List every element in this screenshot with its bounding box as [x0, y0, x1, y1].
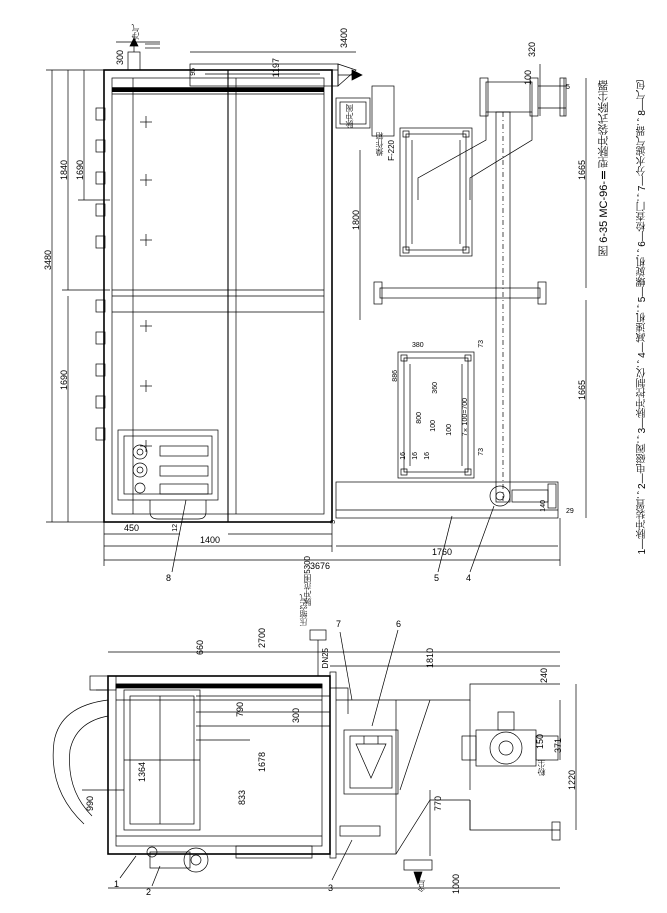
dim-3400: 3400 — [339, 28, 349, 49]
dim-886: 886 — [392, 370, 399, 382]
dim-73-lower: 73 — [478, 448, 485, 456]
label-clean-air: 净气 — [131, 24, 140, 40]
dim-1197: 1197 — [271, 58, 281, 78]
dim-371: 371 — [553, 738, 563, 754]
leader-3: 3 — [328, 883, 334, 893]
dim-660: 660 — [195, 640, 205, 656]
dim-770: 770 — [433, 796, 443, 812]
dim-150: 150 — [535, 734, 545, 750]
dim-1800: 1800 — [351, 210, 361, 231]
dim-73-right: 73 — [478, 340, 485, 348]
dim-1665-upper: 1665 — [577, 160, 587, 181]
dim-790: 790 — [235, 702, 245, 718]
label-control-model: F-220 — [387, 140, 396, 161]
dim-3480: 3480 — [43, 250, 53, 271]
dim-7x100: 7×100=700 — [462, 398, 469, 437]
leader-1: 1 — [114, 879, 120, 889]
dim-320: 320 — [527, 42, 537, 58]
dim-16-b: 16 — [412, 452, 419, 460]
dim-833: 833 — [237, 790, 247, 806]
leader-4: 4 — [466, 573, 472, 583]
dim-100-b: 100 — [446, 424, 453, 436]
dim-1690-upper: 1690 — [75, 160, 85, 181]
dim-300: 300 — [115, 50, 125, 66]
dim-5-top: 5 — [566, 84, 570, 91]
dim-12: 12 — [172, 524, 179, 532]
leader-6: 6 — [396, 619, 402, 629]
dim-360: 360 — [432, 382, 439, 394]
leader-5: 5 — [434, 573, 440, 583]
figure-legend: 1—脉冲装置；2—电磁阀；3—脉冲控制仪；4—减速机；5—螺旋机；6—检查门；7—分水滤气器；8—气包 — [637, 80, 648, 555]
dim-16-c: 16 — [424, 452, 431, 460]
dim-380: 380 — [412, 342, 424, 349]
dim-16-a: 16 — [400, 452, 407, 460]
figure-caption: 图 6-35 MC-96-Ⅱ型脉冲袋式除尘器 — [598, 80, 610, 257]
label-control-box: 操作箱 — [375, 132, 384, 156]
dim-29: 29 — [566, 508, 574, 515]
dim-140: 140 — [540, 500, 547, 512]
label-dust: 粉尘 — [537, 760, 546, 776]
dim-3: 3 — [330, 520, 337, 524]
dim-100-top: 100 — [523, 70, 533, 86]
dim-300-bottom: 300 — [291, 708, 301, 724]
leader-8: 8 — [166, 573, 172, 583]
label-compressed-air: 压缩空气 — [299, 594, 308, 626]
dim-990: 990 — [85, 796, 95, 812]
dim-2700: 2700 — [257, 628, 267, 649]
dim-1690-lower: 1690 — [59, 370, 69, 391]
dim-95: 95 — [190, 68, 197, 76]
dim-1678: 1678 — [257, 752, 267, 773]
label-pulse-valve: 脉冲阀 — [345, 104, 354, 128]
dim-1400: 1400 — [200, 535, 221, 545]
dim-1220: 1220 — [567, 770, 577, 791]
dim-800: 800 — [416, 412, 423, 424]
dim-1000: 1000 — [451, 874, 461, 895]
label-dn25: DN25 — [321, 648, 330, 669]
dim-100-a: 100 — [430, 420, 437, 432]
dim-3676: 3676 — [310, 561, 331, 571]
dim-1760: 1760 — [432, 547, 453, 557]
leader-2: 2 — [146, 887, 152, 897]
label-raw-air: 含气 — [417, 876, 426, 892]
dim-240: 240 — [539, 668, 549, 684]
dim-1810: 1810 — [425, 648, 435, 669]
dim-450: 450 — [124, 523, 140, 533]
dim-1364: 1364 — [137, 762, 147, 783]
dim-1840: 1840 — [59, 160, 69, 181]
leader-7: 7 — [336, 619, 342, 629]
label-pulse-range: 脉冲范围5300 — [303, 556, 312, 606]
dim-1665-lower: 1665 — [577, 380, 587, 401]
